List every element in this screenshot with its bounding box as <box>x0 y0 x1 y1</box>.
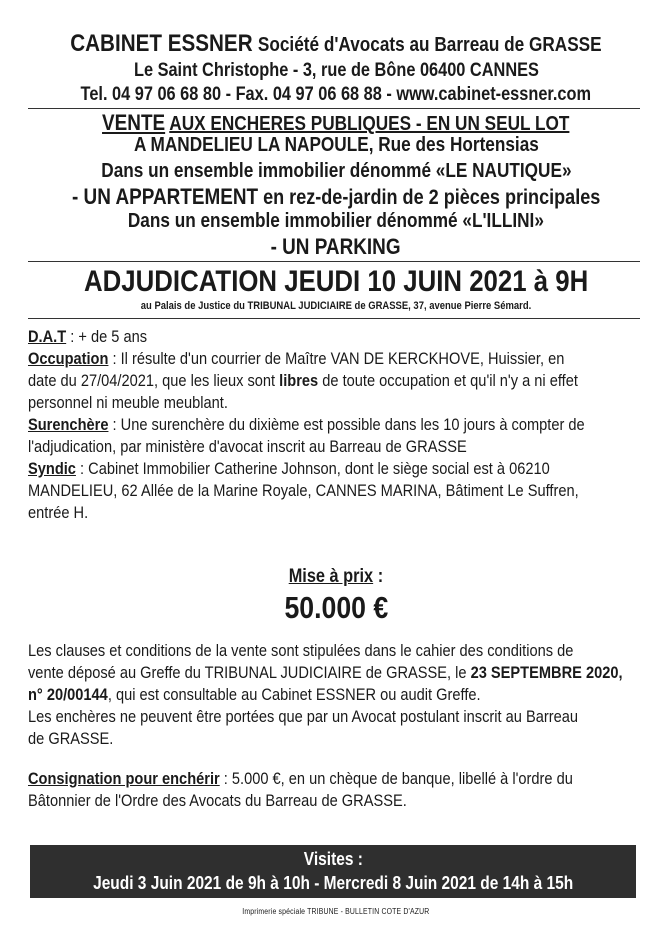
sale-headline <box>0 110 672 136</box>
consignation-line-2: Bâtonnier de l'Ordre des Avocats du Barreau de GRASSE. <box>28 791 407 810</box>
dat-line: D.A.T : + de 5 ans <box>28 327 148 346</box>
lot-appartement-title: - UN APPARTEMENT <box>71 184 258 209</box>
surenchere-line-1: Surenchère : Une surenchère du dixième est possible dans les 10 jours à compter de <box>28 415 585 434</box>
conditions-block <box>28 640 640 750</box>
firm-contact: Tel. 04 97 06 68 80 - Fax. 04 97 06 68 88 - www.cabinet-essner.com <box>80 84 592 105</box>
divider <box>28 318 640 319</box>
conditions-line-1: Les clauses et conditions de la vente sont stipulées dans le cahier des conditions de <box>28 641 574 660</box>
firm-address: Le Saint Christophe - 3, rue de Bône 06400 CANNES <box>133 60 539 81</box>
sale-ensemble-nautique: Dans un ensemble immobilier dénommé «LE NAUTIQUE» <box>100 160 572 182</box>
conditions-line-5: de GRASSE. <box>28 729 114 748</box>
syndic-line-3: entrée H. <box>28 503 89 522</box>
consignation-block <box>28 768 640 812</box>
sale-ensemble-illini: Dans un ensemble immobilier dénommé «L'ILLINI» <box>127 210 545 232</box>
lot-appartement-desc: en rez-de-jardin de 2 pièces principales <box>262 186 601 209</box>
divider <box>28 261 640 262</box>
printer-footer: Imprimerie spéciale TRIBUNE - BULLETIN COTE D'AZUR <box>242 907 430 916</box>
visits-banner <box>30 845 636 898</box>
details-block <box>28 326 640 524</box>
occupation-line-1: Occupation : Il résulte d'un courrier de Maître VAN DE KERCKHOVE, Huissier, en <box>28 349 565 368</box>
firm-description: Société d'Avocats au Barreau de GRASSE <box>257 34 602 56</box>
divider <box>28 108 640 109</box>
adjudication-title: ADJUDICATION JEUDI 10 JUIN 2021 à 9H <box>83 265 589 298</box>
syndic-line-2: MANDELIEU, 62 Allée de la Marine Royale, CANNES MARINA, Bâtiment Le Suffren, <box>28 481 579 500</box>
surenchere-line-2: l'adjudication, par ministère d'avocat inscrit au Barreau de GRASSE <box>28 437 467 456</box>
firm-name: CABINET ESSNER <box>70 30 253 57</box>
occupation-line-2: date du 27/04/2021, que les lieux sont libres de toute occupation et qu'il n'y a ni effet <box>28 371 578 390</box>
sale-lot-parking: - UN PARKING <box>271 234 401 259</box>
sale-lot-appartement <box>0 184 672 210</box>
sale-location: A MANDELIEU LA NAPOULE, Rue des Hortensias <box>133 134 539 156</box>
firm-header <box>0 30 672 58</box>
occupation-line-3: personnel ni meuble meublant. <box>28 393 228 412</box>
adjudication-venue: au Palais de Justice du TRIBUNAL JUDICIAIRE de GRASSE, 37, avenue Pierre Sémard. <box>140 300 532 312</box>
consignation-line-1: Consignation pour enchérir : 5.000 €, en un chèque de banque, libellé à l'ordre du <box>28 769 573 788</box>
conditions-line-2: vente déposé au Greffe du TRIBUNAL JUDICIAIRE de GRASSE, le 23 SEPTEMBRE 2020, <box>28 663 623 682</box>
visits-title: Visites : <box>303 849 363 869</box>
sale-vente-word: VENTE <box>102 110 166 135</box>
visits-dates: Jeudi 3 Juin 2021 de 9h à 10h - Mercredi 8 Juin 2021 de 14h à 15h <box>92 873 574 893</box>
price-label: Mise à prix : <box>288 566 384 587</box>
conditions-line-4: Les enchères ne peuvent être portées que par un Avocat postulant inscrit au Barreau <box>28 707 578 726</box>
conditions-line-3: n° 20/00144, qui est consultable au Cabinet ESSNER ou audit Greffe. <box>28 685 481 704</box>
syndic-line-1: Syndic : Cabinet Immobilier Catherine Johnson, dont le siège social est à 06210 <box>28 459 550 478</box>
price-value: 50.000 € <box>284 590 388 625</box>
sale-vente-rest: AUX ENCHERES PUBLIQUES - EN UN SEUL LOT <box>169 113 570 135</box>
